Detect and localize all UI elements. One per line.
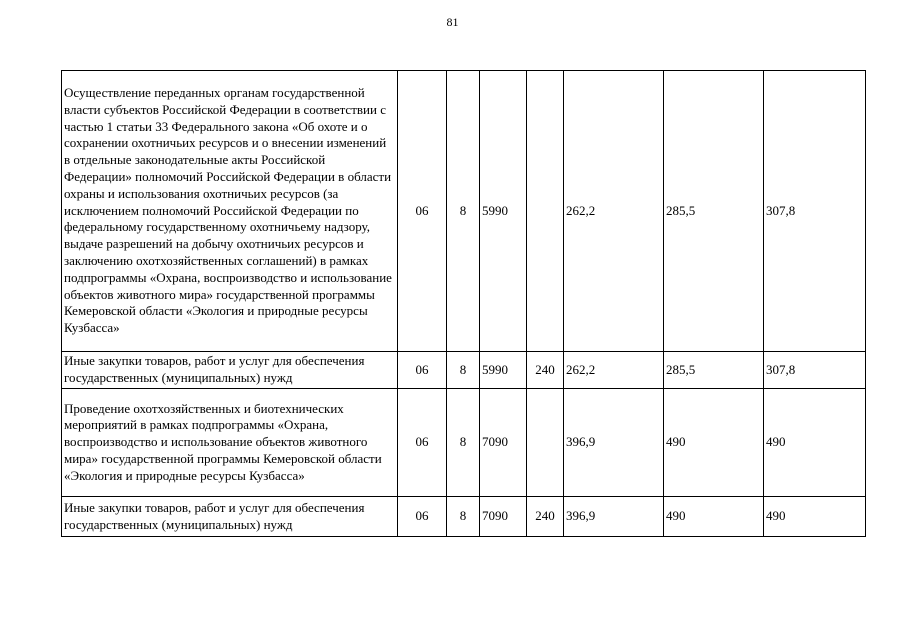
amount-year1-cell: 396,9 xyxy=(564,497,664,537)
table-row xyxy=(62,389,866,497)
code-expense-type-cell xyxy=(527,389,564,497)
code-subsection-cell: 8 xyxy=(447,497,480,537)
amount-year2-cell: 285,5 xyxy=(664,352,764,389)
code-section-cell: 06 xyxy=(398,352,447,389)
amount-year2-cell: 285,5 xyxy=(664,71,764,352)
amount-year2-cell: 490 xyxy=(664,389,764,497)
page-number: 81 xyxy=(446,15,459,29)
code-target-cell: 7090 xyxy=(480,389,527,497)
amount-year1-cell: 396,9 xyxy=(564,389,664,497)
code-target-cell: 5990 xyxy=(480,71,527,352)
code-target-cell: 7090 xyxy=(480,497,527,537)
amount-year3-cell: 490 xyxy=(764,389,866,497)
amount-year1-cell: 262,2 xyxy=(564,71,664,352)
code-section-cell: 06 xyxy=(398,71,447,352)
table-row xyxy=(62,71,866,352)
code-subsection-cell: 8 xyxy=(447,71,480,352)
amount-year1-cell: 262,2 xyxy=(564,352,664,389)
code-expense-type-cell xyxy=(527,71,564,352)
table-row xyxy=(62,497,866,537)
code-section-cell: 06 xyxy=(398,497,447,537)
code-section-cell: 06 xyxy=(398,389,447,497)
row-description: Осуществление переданных органам государственной власти субъектов Российской Федерации в соответствии с частью 1 статьи 33 Федерального закона «Об охоте и о сохранении охотничьих ресурсов и о внесении изменений в отдельные законодательные акты Российской Федерации» полномочий Российской Федерации в области охраны и использования охотничьих ресурсов (за исключением полномочий Российской Федерации по федеральному государственному охотничьему надзору, выдаче разрешений на добычу охотничьих ресурсов и заключению охотхозяйственных соглашений) в рамках подпрограммы «Охрана, воспроизводство и использование объектов животного мира» государственной программы Кемеровской области «Экология и природные ресурсы Кузбасса» xyxy=(62,71,398,352)
budget-table xyxy=(61,70,866,537)
row-description: Проведение охотхозяйственных и биотехнических мероприятий в рамках подпрограммы «Охрана, воспроизводство и использование объектов животного мира» государственной программы Кемеровской области «Экология и природные ресурсы Кузбасса» xyxy=(62,389,398,497)
amount-year3-cell: 490 xyxy=(764,497,866,537)
row-description: Иные закупки товаров, работ и услуг для обеспечения государственных (муниципальных) нужд xyxy=(62,352,398,389)
code-expense-type-cell: 240 xyxy=(527,352,564,389)
row-description: Иные закупки товаров, работ и услуг для обеспечения государственных (муниципальных) нужд xyxy=(62,497,398,537)
amount-year3-cell: 307,8 xyxy=(764,71,866,352)
code-target-cell: 5990 xyxy=(480,352,527,389)
code-expense-type-cell: 240 xyxy=(527,497,564,537)
code-subsection-cell: 8 xyxy=(447,352,480,389)
amount-year2-cell: 490 xyxy=(664,497,764,537)
code-subsection-cell: 8 xyxy=(447,389,480,497)
table-row xyxy=(62,352,866,389)
amount-year3-cell: 307,8 xyxy=(764,352,866,389)
